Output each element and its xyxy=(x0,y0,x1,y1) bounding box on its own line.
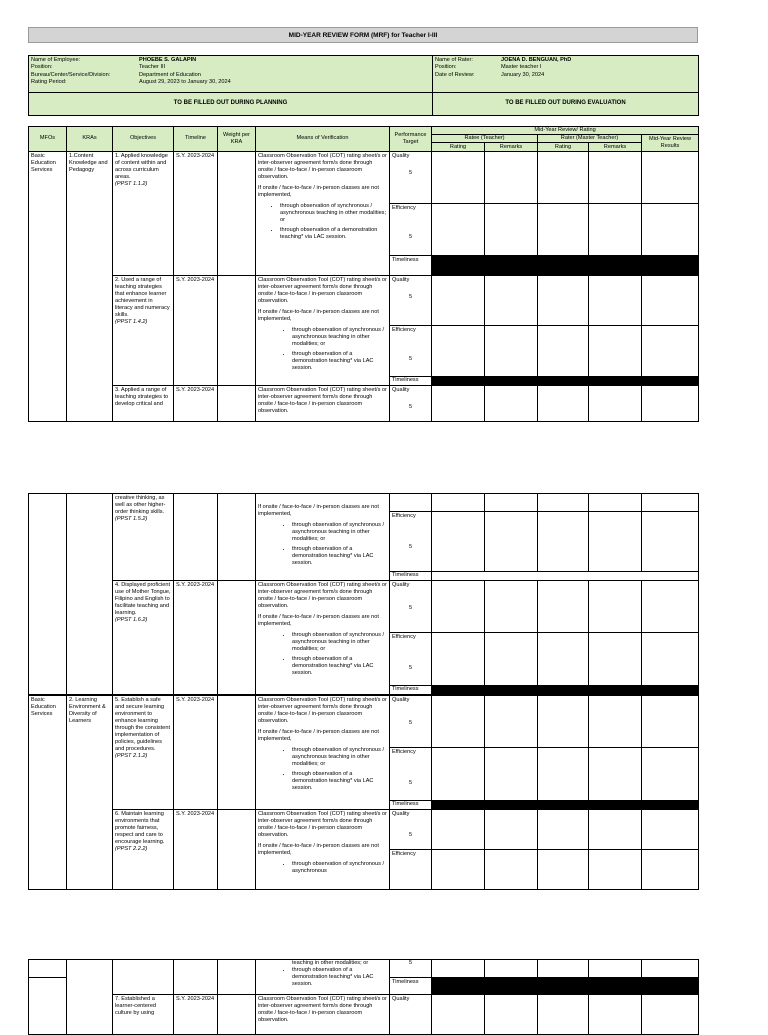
rater-position-label: Position: xyxy=(435,64,457,71)
criterion-quality xyxy=(390,810,432,850)
criterion-quality xyxy=(390,275,432,325)
objective-5-text: 5. Establish a safe and secure learning environment to enhance learning through the consistent implementation of policies, guidelines and procedures. xyxy=(115,697,171,752)
mov-cot: Classroom Observation Tool (COT) rating sheet/s or inter-observer agreement form/s done through onsite / face-to-face / in-person classroom observation. xyxy=(258,276,387,304)
table-row xyxy=(29,581,699,633)
header-midyear-group: Mid-Year Review/ Rating xyxy=(432,127,699,135)
results-cell[interactable] xyxy=(642,850,699,890)
objective-6-text: 6. Maintain learning environments that promote fairness, respect and care to encourage learning. xyxy=(115,811,165,845)
rater-remarks-cell[interactable] xyxy=(589,325,642,376)
objective-3-text: creative thinking, as well as other higher-order thinking skills. xyxy=(115,495,166,515)
mov-bullet-1: • through observation of synchronous / asynchronous teaching in other modalities; or xyxy=(292,747,387,768)
weight-cell xyxy=(218,151,256,275)
rater-rating-cell[interactable] xyxy=(538,325,589,376)
criterion-timeliness: Timeliness xyxy=(390,801,432,810)
mov-cot: Classroom Observation Tool (COT) rating sheet/s or inter-observer agreement form/s done through onsite / face-to-face / in-person classroom observation. xyxy=(258,152,387,180)
employee-name-label: Name of Employee: xyxy=(31,57,81,63)
criterion-quality-blank xyxy=(390,494,432,512)
mov-cot: Classroom Observation Tool (COT) rating sheet/s or inter-observer agreement form/s done through onsite / face-to-face / in-person classroom observation. xyxy=(258,582,387,609)
ratee-rating-cell[interactable] xyxy=(432,810,485,850)
mov-bullet-1: • through observation of synchronous / asynchronous teaching in other modalities; or xyxy=(292,632,387,653)
employee-info xyxy=(29,56,433,93)
employee-position-label: Position: xyxy=(31,64,53,71)
shaded-cell xyxy=(432,255,699,275)
results-cell[interactable] xyxy=(642,385,699,421)
timeline-cell xyxy=(174,960,218,995)
header-midyear-results: Mid-Year Review Results xyxy=(642,134,699,151)
ratee-rating-cell[interactable] xyxy=(432,512,485,572)
timeline-cell xyxy=(174,494,218,581)
criterion-efficiency xyxy=(390,203,432,255)
rater-rating-cell[interactable] xyxy=(538,995,589,1035)
mov-cell xyxy=(256,494,390,581)
table-row xyxy=(29,385,699,421)
mfo-cell: Basic Education Services xyxy=(29,151,67,421)
table-header-row xyxy=(29,127,699,135)
rating-period: August 29, 2023 to January 30, 2024 xyxy=(139,78,231,85)
criterion-quality-label: Quality xyxy=(392,152,410,159)
score-value: 5 xyxy=(408,664,413,671)
score-value: 5 xyxy=(408,604,413,611)
mov-bullet-1: • through observation of synchronous / asynchronous teaching in other modalities; or xyxy=(292,327,387,348)
mov-cell xyxy=(256,151,390,275)
header-kras: KRAs xyxy=(67,127,113,152)
timeline-cell: S.Y. 2023-2024 xyxy=(174,581,218,695)
rater-remarks-cell[interactable] xyxy=(589,696,642,748)
rater-rating-cell[interactable] xyxy=(538,385,589,421)
mov-if-not: If onsite / face-to-face / in-person classes are not implemented, xyxy=(258,613,379,627)
table-row xyxy=(29,151,699,203)
rater-rating-cell[interactable] xyxy=(538,203,589,255)
criterion-quality xyxy=(390,581,432,633)
timeline-cell: S.Y. 2023-2024 xyxy=(174,810,218,890)
objective-6 xyxy=(113,810,174,890)
table-row xyxy=(29,960,699,978)
criterion-quality-label: Quality xyxy=(392,811,410,817)
rater-info xyxy=(433,56,699,93)
weight-cell xyxy=(218,995,256,1035)
weight-cell xyxy=(218,810,256,890)
criterion-efficiency xyxy=(390,748,432,801)
mov-cell xyxy=(256,581,390,695)
weight-cell xyxy=(218,275,256,385)
rater-position: Master teacher I xyxy=(501,64,542,71)
mfo-cell xyxy=(29,960,67,978)
ratee-remarks-cell[interactable] xyxy=(485,581,538,633)
shaded-cell xyxy=(432,801,699,810)
score-value: 5 xyxy=(408,355,413,362)
bureau-label: Bureau/Center/Service/Division: xyxy=(31,71,111,78)
rater-remarks-cell[interactable] xyxy=(589,960,642,978)
weight-cell xyxy=(218,581,256,695)
rater-remarks-cell[interactable] xyxy=(589,275,642,325)
mov-cell xyxy=(256,696,390,810)
rater-rating-cell[interactable] xyxy=(538,850,589,890)
ratee-rating-cell[interactable] xyxy=(432,960,485,978)
score-value: 5 xyxy=(408,719,413,726)
kra-cell xyxy=(67,960,113,1035)
rater-rating-cell[interactable] xyxy=(538,151,589,203)
results-cell[interactable] xyxy=(642,696,699,748)
mfo-cell xyxy=(29,978,67,1035)
objective-3-ref: (PPST 1.5.2) xyxy=(115,515,148,522)
review-date-label: Date of Review: xyxy=(435,71,475,78)
ratee-rating-cell[interactable] xyxy=(432,203,485,255)
mov-bullet-2: • through observation of a demonstration teaching* via LAC session. xyxy=(292,771,387,792)
criterion-efficiency-label: Efficiency xyxy=(392,204,416,211)
shaded-cell xyxy=(432,686,699,695)
employee-position: Teacher III xyxy=(139,64,166,71)
employee-name: PHOEBE S. GALAPIN xyxy=(139,57,197,63)
mov-cell xyxy=(256,960,390,995)
ratee-rating-cell[interactable] xyxy=(432,581,485,633)
results-cell[interactable] xyxy=(642,581,699,633)
rater-name-label: Name of Rater: xyxy=(435,57,473,63)
rater-remarks-cell[interactable] xyxy=(589,494,642,512)
mov-if-not: If onsite / face-to-face / in-person classes are not implemented, xyxy=(258,842,379,856)
shaded-cell xyxy=(432,978,699,995)
kra-cell xyxy=(67,494,113,695)
objective-1-ref: (PPST 1.1.2) xyxy=(115,180,148,187)
ratee-remarks-cell[interactable] xyxy=(485,494,538,512)
mov-if-not: If onsite / face-to-face / in-person classes are not implemented, xyxy=(258,504,379,517)
criterion-efficiency xyxy=(390,512,432,572)
ratee-remarks-cell[interactable] xyxy=(485,385,538,421)
mov-bullet-1-continued: teaching in other modalities; or xyxy=(292,960,369,966)
score-value: 5 xyxy=(408,169,413,176)
rater-remarks-cell[interactable] xyxy=(589,810,642,850)
mov-cell xyxy=(256,275,390,385)
ratee-remarks-cell[interactable] xyxy=(485,633,538,686)
rater-rating-cell[interactable] xyxy=(538,494,589,512)
header-ratee: Ratee (Teacher) xyxy=(432,134,538,142)
timeline-cell: S.Y. 2023-2024 xyxy=(174,151,218,275)
mov-if-not: If onsite / face-to-face / in-person classes are not implemented, xyxy=(258,184,379,198)
table-row xyxy=(29,696,699,748)
objective-2-ref: (PPST 1.4.2) xyxy=(115,318,148,325)
criterion-efficiency xyxy=(390,325,432,376)
results-cell[interactable] xyxy=(642,151,699,203)
criterion-quality xyxy=(390,696,432,748)
mov-cell xyxy=(256,385,390,421)
criterion-timeliness: Timeliness xyxy=(390,686,432,695)
header-weight: Weight per KRA xyxy=(218,127,256,152)
mov-bullet-2: • through observation of a demonstration teaching* via LAC session. xyxy=(292,656,387,677)
ratee-rating-cell[interactable] xyxy=(432,696,485,748)
criterion-timeliness: Timeliness xyxy=(390,572,432,581)
criterion-quality: Quality xyxy=(390,995,432,1035)
score-value: 5 xyxy=(408,831,413,838)
rater-remarks-cell[interactable] xyxy=(589,385,642,421)
table-row xyxy=(29,275,699,325)
objective-1-text: 1. Applied knowledge of content within and across curriculum areas. xyxy=(115,152,168,180)
ratee-rating-cell[interactable] xyxy=(432,325,485,376)
mov-bullet-2: • through observation of a demonstration teaching* via LAC session. xyxy=(292,967,387,988)
rater-remarks-cell[interactable] xyxy=(589,995,642,1035)
criterion-efficiency-label: Efficiency xyxy=(392,634,416,640)
criterion-quality-label: Quality xyxy=(392,386,410,393)
rater-rating-cell[interactable] xyxy=(538,275,589,325)
objective-4-text: 4. Displayed proficient use of Mother Tongue, Filipino and English to facilitate teaching and learning. xyxy=(115,582,171,616)
criterion-timeliness: Timeliness xyxy=(390,978,432,995)
table-row xyxy=(29,810,699,850)
rater-remarks-cell[interactable] xyxy=(589,203,642,255)
ratee-remarks-cell[interactable] xyxy=(485,850,538,890)
rater-rating-cell[interactable] xyxy=(538,748,589,801)
rater-rating-cell[interactable] xyxy=(538,960,589,978)
blank-cell xyxy=(432,572,699,581)
header-ratee-remarks: Remarks xyxy=(485,143,538,151)
results-cell[interactable] xyxy=(642,995,699,1035)
mov-cot: Classroom Observation Tool (COT) rating sheet/s or inter-observer agreement form/s done through onsite / face-to-face / in-person classroom observation. xyxy=(258,811,387,838)
objective-4 xyxy=(113,581,174,695)
rater-remarks-cell[interactable] xyxy=(589,850,642,890)
objective-6-ref: (PPST 2.2.2) xyxy=(115,845,148,852)
ratee-rating-cell[interactable] xyxy=(432,748,485,801)
planning-label: TO BE FILLED OUT DURING PLANNING xyxy=(29,93,433,116)
mov-cell xyxy=(256,995,390,1035)
score-value: 5 xyxy=(390,960,432,978)
mov-cell xyxy=(256,810,390,890)
criterion-quality xyxy=(390,385,432,421)
results-cell[interactable] xyxy=(642,203,699,255)
ratee-remarks-cell[interactable] xyxy=(485,512,538,572)
rater-remarks-cell[interactable] xyxy=(589,748,642,801)
criterion-efficiency-label: Efficiency xyxy=(392,749,416,755)
ratee-rating-cell[interactable] xyxy=(432,494,485,512)
info-block xyxy=(28,55,698,116)
objective-3: 3. Applied a range of teaching strategies to develop critical and xyxy=(113,385,174,421)
rater-remarks-cell[interactable] xyxy=(589,512,642,572)
timeline-cell: S.Y. 2023-2024 xyxy=(174,385,218,421)
criterion-efficiency-label: Efficiency xyxy=(392,326,416,333)
mov-bullet-1: • through observation of synchronous / asynchronous teaching in other modalities; or xyxy=(292,522,387,543)
results-cell[interactable] xyxy=(642,325,699,376)
mfo-cell xyxy=(29,494,67,695)
header-rater-rating: Rating xyxy=(538,143,589,151)
objective-5 xyxy=(113,696,174,810)
mov-if-not: If onsite / face-to-face / in-person classes are not implemented, xyxy=(258,308,379,322)
objective-1 xyxy=(113,151,174,275)
rater-rating-cell[interactable] xyxy=(538,696,589,748)
ratee-rating-cell[interactable] xyxy=(432,995,485,1035)
mov-cot: Classroom Observation Tool (COT) rating sheet/s or inter-observer agreement form/s done through onsite / face-to-face / in-person classroom observation. xyxy=(258,697,387,724)
results-cell[interactable] xyxy=(642,494,699,512)
ratee-rating-cell[interactable] xyxy=(432,275,485,325)
rater-remarks-cell[interactable] xyxy=(589,633,642,686)
mov-cot: Classroom Observation Tool (COT) rating sheet/s or inter-observer agreement form/s done through onsite / face-to-face / in-person classroom observation. xyxy=(258,996,387,1023)
score-value: 5 xyxy=(408,403,413,410)
rating-period-label: Rating Period: xyxy=(31,78,67,85)
rater-rating-cell[interactable] xyxy=(538,810,589,850)
criterion-timeliness: Timeliness xyxy=(390,255,432,275)
mov-bullet-2: • through observation of a demonstration teaching* via LAC session. xyxy=(280,227,387,241)
weight-cell xyxy=(218,960,256,995)
header-objectives: Objectives xyxy=(113,127,174,152)
mov-bullet-2: • through observation of a demonstration teaching* via LAC session. xyxy=(292,351,387,372)
mov-cot: Classroom Observation Tool (COT) rating sheet/s or inter-observer agreement form/s done through onsite / face-to-face / in-person classroom observation. xyxy=(258,386,387,414)
objective-6-continued xyxy=(113,960,174,995)
criterion-timeliness: Timeliness xyxy=(390,376,432,385)
objective-2-text: 2. Used a range of teaching strategies that enhance learner achievement in literacy and numeracy skills. xyxy=(115,276,170,318)
header-mfos: MFOs xyxy=(29,127,67,152)
evaluation-label: TO BE FILLED OUT DURING EVALUATION xyxy=(433,93,699,116)
score-value: 5 xyxy=(408,779,413,786)
results-cell[interactable] xyxy=(642,512,699,572)
rater-remarks-cell[interactable] xyxy=(589,581,642,633)
ratee-remarks-cell[interactable] xyxy=(485,810,538,850)
criterion-quality-label: Quality xyxy=(392,697,410,703)
ratee-remarks-cell[interactable] xyxy=(485,960,538,978)
ratee-remarks-cell[interactable] xyxy=(485,151,538,203)
mov-if-not: If onsite / face-to-face / in-person classes are not implemented, xyxy=(258,728,379,742)
objective-4-ref: (PPST 1.6.2) xyxy=(115,616,148,623)
mov-bullet-2: • through observation of a demonstration teaching* via LAC session. xyxy=(292,546,387,567)
header-performance-target: Performance Target xyxy=(390,127,432,152)
ratee-remarks-cell[interactable] xyxy=(485,995,538,1035)
kra-cell: 1.Content Knowledge and Pedagogy xyxy=(67,151,113,421)
ratee-remarks-cell[interactable] xyxy=(485,325,538,376)
objective-3-continued xyxy=(113,494,174,581)
score-value: 5 xyxy=(408,233,413,240)
criterion-quality xyxy=(390,151,432,203)
weight-cell xyxy=(218,385,256,421)
ratee-remarks-cell[interactable] xyxy=(485,748,538,801)
rater-rating-cell[interactable] xyxy=(538,512,589,572)
bureau: Department of Education xyxy=(139,71,201,78)
score-value: 5 xyxy=(408,543,413,550)
rater-rating-cell[interactable] xyxy=(538,633,589,686)
ratee-rating-cell[interactable] xyxy=(432,633,485,686)
objective-2 xyxy=(113,275,174,385)
criterion-efficiency-label: Efficiency xyxy=(392,513,416,519)
criterion-efficiency: Efficiency xyxy=(390,850,432,890)
rater-rating-cell[interactable] xyxy=(538,581,589,633)
kra-table-page-1 xyxy=(28,126,698,422)
criterion-quality-label: Quality xyxy=(392,582,410,588)
mfo-cell: Basic Education Services xyxy=(29,696,67,890)
rater-remarks-cell[interactable] xyxy=(589,151,642,203)
results-cell[interactable] xyxy=(642,810,699,850)
weight-cell xyxy=(218,696,256,810)
ratee-remarks-cell[interactable] xyxy=(485,696,538,748)
timeline-cell: S.Y. 2023-2024 xyxy=(174,995,218,1035)
rater-name: JOENA D. BENGUAN, PhD xyxy=(501,57,572,63)
score-value: 5 xyxy=(408,293,413,300)
results-cell[interactable] xyxy=(642,960,699,978)
header-mov: Means of Verification xyxy=(256,127,390,152)
timeline-cell: S.Y. 2023-2024 xyxy=(174,696,218,810)
kra-table-page-2 xyxy=(28,493,698,890)
objective-5-ref: (PPST 2.1.2) xyxy=(115,752,148,759)
objective-7: 7. Established a learner-centered culture by using xyxy=(113,995,174,1035)
results-cell[interactable] xyxy=(642,275,699,325)
header-rater: Rater (Master Teacher) xyxy=(538,134,642,142)
weight-cell xyxy=(218,494,256,581)
results-cell[interactable] xyxy=(642,748,699,801)
shaded-cell xyxy=(432,376,699,385)
ratee-rating-cell[interactable] xyxy=(432,385,485,421)
criterion-quality-label: Quality xyxy=(392,276,410,283)
form-title: MID-YEAR REVIEW FORM (MRF) for Teacher I-III xyxy=(28,27,698,43)
mov-bullet-1: • through observation of synchronous / asynchronous teaching in other modalities; or xyxy=(280,203,387,224)
header-ratee-rating: Rating xyxy=(432,143,485,151)
ratee-rating-cell[interactable] xyxy=(432,850,485,890)
timeline-cell: S.Y. 2023-2024 xyxy=(174,275,218,385)
review-date: January 30, 2024 xyxy=(501,71,545,78)
criterion-efficiency xyxy=(390,633,432,686)
kra-cell: 2. Learning Environment & Diversity of Learners xyxy=(67,696,113,890)
ratee-remarks-cell[interactable] xyxy=(485,275,538,325)
header-rater-remarks: Remarks xyxy=(589,143,642,151)
table-row xyxy=(29,494,699,512)
header-timeline: Timeline xyxy=(174,127,218,152)
results-cell[interactable] xyxy=(642,633,699,686)
ratee-rating-cell[interactable] xyxy=(432,151,485,203)
table-row xyxy=(29,995,699,1035)
mov-bullet-1-partial: • through observation of synchronous / asynchronous xyxy=(292,861,387,875)
ratee-remarks-cell[interactable] xyxy=(485,203,538,255)
